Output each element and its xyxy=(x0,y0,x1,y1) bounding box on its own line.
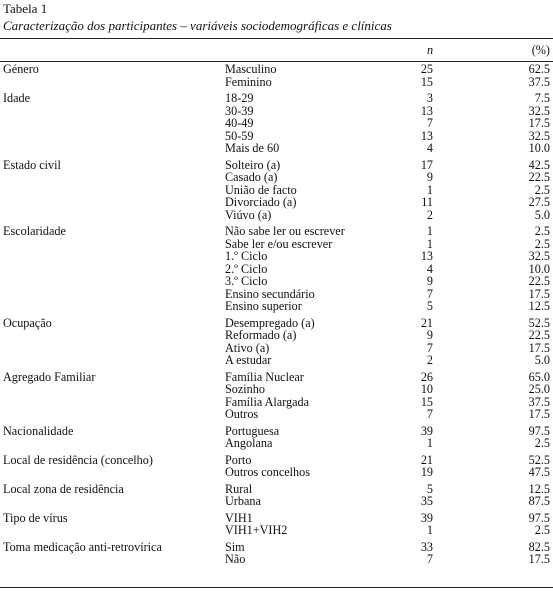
category-cell: 50-59 xyxy=(225,128,254,143)
category-cell: Não xyxy=(225,552,246,566)
variable-label: Toma medicação anti-retrovírica xyxy=(3,539,162,554)
percent-cell: 2.5 xyxy=(534,236,550,251)
table-header-rule xyxy=(0,61,553,62)
table-row xyxy=(0,383,553,396)
table-label: Tabela 1 xyxy=(3,1,48,16)
category-cell: 30-39 xyxy=(225,103,254,118)
variable-label: Idade xyxy=(3,91,31,105)
n-cell: 5 xyxy=(426,481,433,496)
category-cell: 40-49 xyxy=(225,116,254,130)
table-row xyxy=(0,275,553,288)
category-cell: Divorciado (a) xyxy=(225,195,297,209)
category-cell: Não sabe ler ou escrever xyxy=(225,224,345,238)
percent-cell: 2.5 xyxy=(534,523,550,537)
variable-label: Escolaridade xyxy=(3,224,66,238)
table-row xyxy=(0,342,553,355)
percent-cell: 47.5 xyxy=(528,465,550,479)
variable-label: Nacionalidade xyxy=(3,423,74,438)
table-title: Caracterização dos participantes – variáveis sociodemográficas e clínicas xyxy=(3,18,392,33)
table-row xyxy=(0,300,553,313)
n-cell: 2 xyxy=(426,353,433,367)
n-cell: 33 xyxy=(420,539,433,554)
n-cell: 7 xyxy=(426,407,433,421)
category-cell: Ativo (a) xyxy=(225,340,270,355)
variable-label: Agregado Familiar xyxy=(3,369,96,384)
n-cell: 17 xyxy=(420,157,433,172)
percent-cell: 32.5 xyxy=(528,249,550,263)
variable-label: Ocupação xyxy=(3,315,52,330)
percent-cell: 17.5 xyxy=(528,116,550,130)
table-row xyxy=(0,354,553,367)
category-cell: 2.º Ciclo xyxy=(225,261,268,276)
n-cell: 1 xyxy=(426,182,433,197)
n-cell: 19 xyxy=(420,465,433,479)
table-row xyxy=(0,63,553,76)
category-cell: Desempregado (a) xyxy=(225,315,315,330)
category-cell: Sim xyxy=(225,539,245,554)
category-cell: Rural xyxy=(225,481,253,496)
table-group xyxy=(0,483,553,508)
table-row xyxy=(0,142,553,155)
table-row xyxy=(0,437,553,450)
table-row xyxy=(0,524,553,537)
category-cell: 18-29 xyxy=(225,91,254,105)
percent-cell: 17.5 xyxy=(528,340,550,355)
category-cell: União de facto xyxy=(225,182,297,197)
category-cell: Viúvo (a) xyxy=(225,207,272,222)
table-row xyxy=(0,263,553,276)
n-cell: 1 xyxy=(426,236,433,251)
table-row xyxy=(0,408,553,421)
category-cell: Família Alargada xyxy=(225,394,310,409)
n-cell: 25 xyxy=(420,62,433,76)
percent-cell: 22.5 xyxy=(528,328,550,342)
n-cell: 39 xyxy=(420,510,433,525)
n-cell: 5 xyxy=(426,299,433,313)
table-row xyxy=(0,541,553,554)
percent-cell: 37.5 xyxy=(528,394,550,409)
table-row xyxy=(0,483,553,496)
table-group xyxy=(0,63,553,88)
percent-cell: 12.5 xyxy=(528,481,550,496)
percent-cell: 97.5 xyxy=(528,423,550,438)
table-body xyxy=(0,63,553,570)
table-group xyxy=(0,454,553,479)
n-cell: 7 xyxy=(426,286,433,301)
table-row xyxy=(0,196,553,209)
category-cell: Sozinho xyxy=(225,382,265,396)
table-row xyxy=(0,396,553,409)
percent-cell: 62.5 xyxy=(528,62,550,76)
n-cell: 21 xyxy=(420,452,433,467)
percent-cell: 7.5 xyxy=(534,91,550,105)
n-cell: 13 xyxy=(420,249,433,263)
percent-cell: 10.0 xyxy=(528,261,550,276)
n-cell: 35 xyxy=(420,494,433,508)
table-row xyxy=(0,225,553,238)
percent-cell: 5.0 xyxy=(534,353,550,367)
n-cell: 26 xyxy=(420,369,433,384)
percent-cell: 32.5 xyxy=(528,103,550,118)
category-cell: 1.º Ciclo xyxy=(225,249,268,263)
percent-cell: 12.5 xyxy=(528,299,550,313)
category-cell: Ensino secundário xyxy=(225,286,315,301)
percent-cell: 87.5 xyxy=(528,494,550,508)
n-cell: 1 xyxy=(426,436,433,450)
percent-cell: 22.5 xyxy=(528,170,550,184)
category-cell: Angolana xyxy=(225,436,273,450)
percent-cell: 97.5 xyxy=(528,510,550,525)
n-cell: 15 xyxy=(420,74,433,89)
table-row xyxy=(0,92,553,105)
category-cell: Casado (a) xyxy=(225,170,278,184)
table-row xyxy=(0,425,553,438)
n-cell: 1 xyxy=(426,523,433,537)
percent-cell: 17.5 xyxy=(528,552,550,566)
table-group xyxy=(0,159,553,222)
variable-label: Estado civil xyxy=(3,157,61,172)
percent-cell: 27.5 xyxy=(528,195,550,209)
variable-label: Tipo de vírus xyxy=(3,510,68,525)
percent-cell: 2.5 xyxy=(534,182,550,197)
n-cell: 9 xyxy=(426,328,433,342)
table-row xyxy=(0,209,553,222)
n-cell: 2 xyxy=(426,207,433,222)
category-cell: Urbana xyxy=(225,494,261,508)
table-row xyxy=(0,495,553,508)
category-cell: Masculino xyxy=(225,62,277,76)
table-group xyxy=(0,371,553,421)
n-cell: 11 xyxy=(421,195,433,209)
category-cell: Portuguesa xyxy=(225,423,280,438)
percent-cell: 2.5 xyxy=(534,224,550,238)
table-group xyxy=(0,92,553,155)
table-group xyxy=(0,541,553,566)
category-cell: A estudar xyxy=(225,353,272,367)
category-cell: 3.º Ciclo xyxy=(225,274,268,288)
table-row xyxy=(0,171,553,184)
table-group xyxy=(0,225,553,313)
percent-cell: 17.5 xyxy=(528,407,550,421)
category-cell: Porto xyxy=(225,452,252,467)
table-row xyxy=(0,466,553,479)
table-row xyxy=(0,238,553,251)
n-cell: 4 xyxy=(426,141,433,155)
table-row xyxy=(0,553,553,566)
percent-cell: 52.5 xyxy=(528,315,550,330)
table-group xyxy=(0,512,553,537)
category-cell: Mais de 60 xyxy=(225,141,280,155)
percent-cell: 42.5 xyxy=(528,157,550,172)
n-cell: 7 xyxy=(426,116,433,130)
category-cell: Família Nuclear xyxy=(225,369,304,384)
variable-label: Local de residência (concelho) xyxy=(3,452,153,467)
n-cell: 1 xyxy=(426,224,433,238)
n-cell: 9 xyxy=(426,170,433,184)
category-cell: Reformado (a) xyxy=(225,328,297,342)
category-cell: Feminino xyxy=(225,74,272,89)
column-header-percent: (%) xyxy=(531,43,550,57)
percent-cell: 37.5 xyxy=(528,74,550,89)
percent-cell: 25.0 xyxy=(528,382,550,396)
n-cell: 4 xyxy=(426,261,433,276)
table-row xyxy=(0,117,553,130)
n-cell: 7 xyxy=(426,340,433,355)
table-group xyxy=(0,317,553,367)
category-cell: Solteiro (a) xyxy=(225,157,281,172)
table-group xyxy=(0,425,553,450)
percent-cell: 17.5 xyxy=(528,286,550,301)
category-cell: Outros xyxy=(225,407,259,421)
table-row xyxy=(0,371,553,384)
percent-cell: 32.5 xyxy=(528,128,550,143)
percent-cell: 52.5 xyxy=(528,452,550,467)
category-cell: VIH1 xyxy=(225,510,253,525)
table-row xyxy=(0,76,553,89)
table-bottom-rule xyxy=(0,587,553,588)
table-header xyxy=(0,42,553,58)
table-row xyxy=(0,329,553,342)
percent-cell: 22.5 xyxy=(528,274,550,288)
table-top-rule xyxy=(0,38,553,39)
n-cell: 39 xyxy=(420,423,433,438)
variable-label: Género xyxy=(3,62,39,76)
column-header-n: n xyxy=(426,43,434,57)
n-cell: 9 xyxy=(426,274,433,288)
n-cell: 3 xyxy=(426,91,433,105)
n-cell: 21 xyxy=(420,315,433,330)
category-cell: Sabe ler e/ou escrever xyxy=(225,236,333,251)
variable-label: Local zona de residência xyxy=(3,481,124,496)
percent-cell: 65.0 xyxy=(528,369,550,384)
n-cell: 13 xyxy=(420,103,433,118)
table-row xyxy=(0,250,553,263)
percent-cell: 5.0 xyxy=(534,207,550,222)
table-row xyxy=(0,105,553,118)
category-cell: Outros concelhos xyxy=(225,465,310,479)
n-cell: 15 xyxy=(420,394,433,409)
n-cell: 10 xyxy=(420,382,433,396)
percent-cell: 2.5 xyxy=(534,436,550,450)
n-cell: 13 xyxy=(420,128,433,143)
category-cell: Ensino superior xyxy=(225,299,302,313)
n-cell: 7 xyxy=(426,552,433,566)
category-cell: VIH1+VIH2 xyxy=(225,523,288,537)
percent-cell: 10.0 xyxy=(528,141,550,155)
percent-cell: 82.5 xyxy=(528,539,550,554)
